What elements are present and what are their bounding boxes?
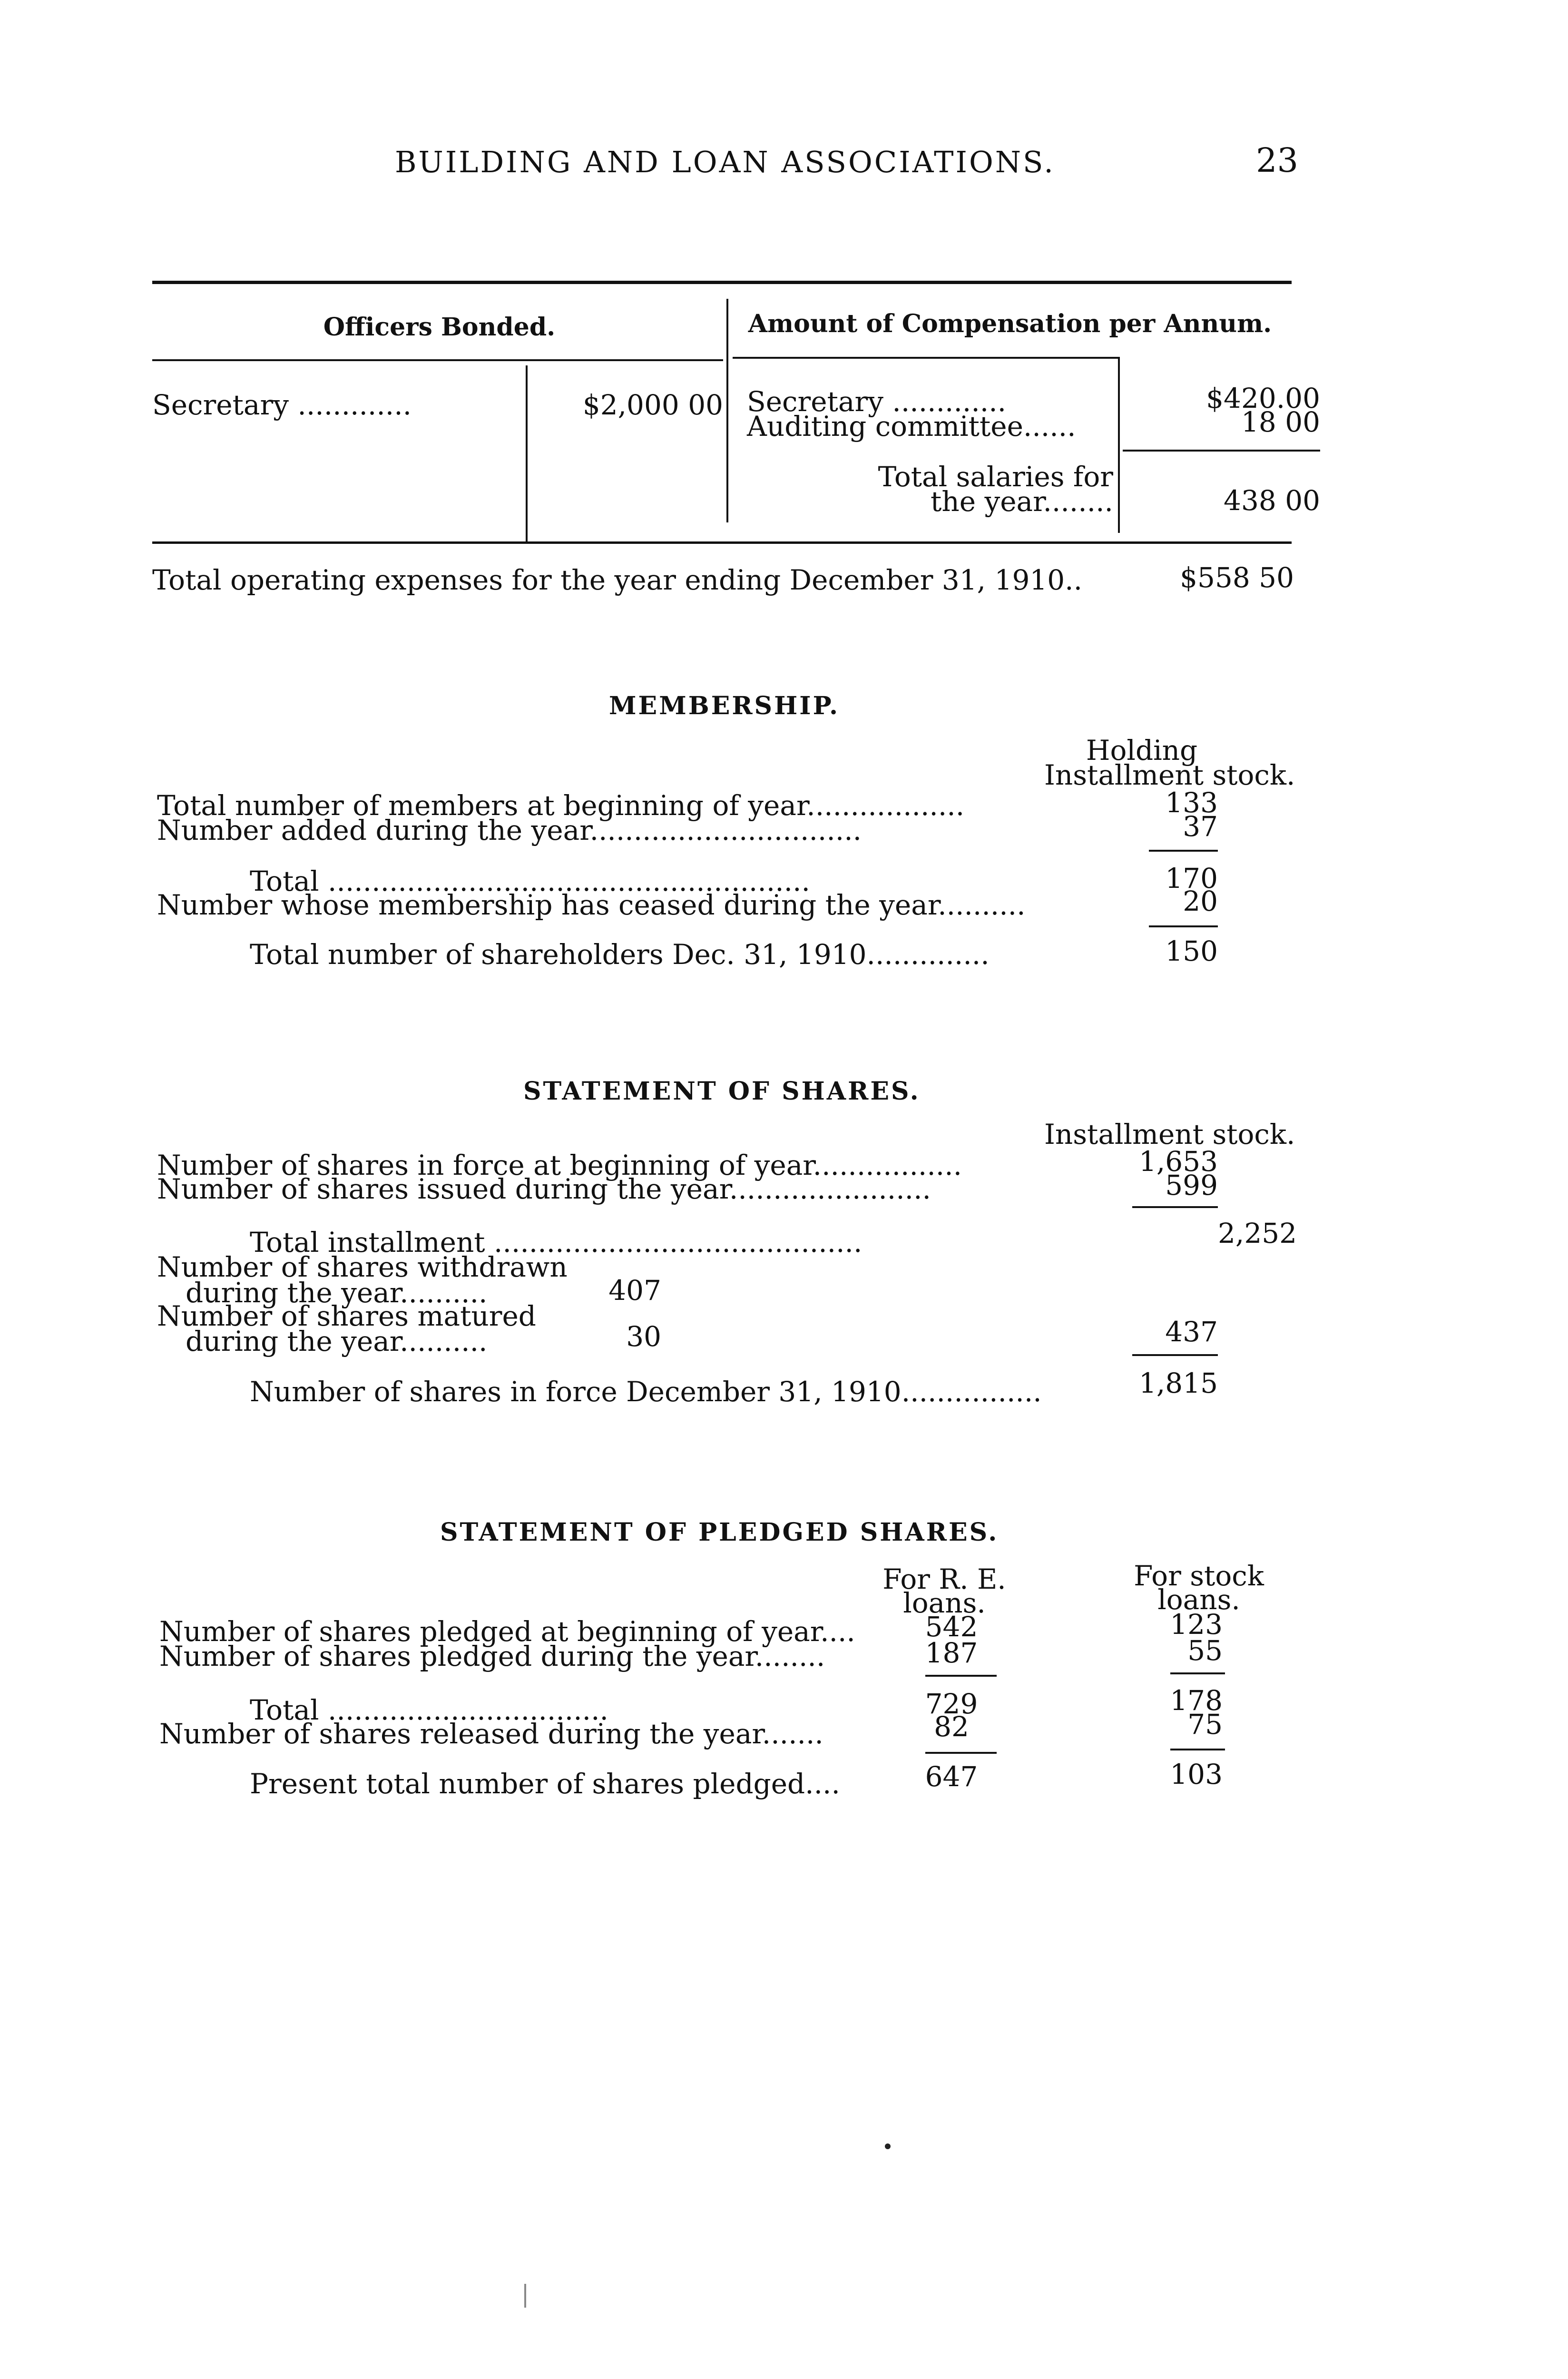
shares-withdrawn-label: Number of shares withdrawn	[157, 1251, 568, 1283]
membership-col-header-2: Installment stock.	[1044, 759, 1295, 791]
pledged-during-stock: 55	[1187, 1634, 1223, 1667]
total-salaries-amount: 438 00	[1224, 484, 1320, 517]
membership-total-value: 170	[1165, 862, 1218, 895]
pledged-beginning-stock: 123	[1170, 1608, 1223, 1641]
pledged-col1-header-2: loans.	[903, 1587, 986, 1619]
bonded-officer: Secretary .............	[152, 389, 412, 421]
comp-auditing-label: Auditing committee......	[747, 410, 1076, 442]
shares-issued-value: 599	[1165, 1169, 1218, 1201]
membership-ceased-label: Number whose membership has ceased during the year..........	[157, 889, 1026, 921]
shares-col-header: Installment stock.	[1044, 1118, 1295, 1150]
shares-in-force-label: Number of shares in force December 31, 1910................	[250, 1376, 1042, 1408]
membership-added-label: Number added during the year...............................	[157, 814, 862, 846]
compensation-header: Amount of Compensation per Annum.	[748, 309, 1272, 338]
pledged-total-re: 729	[925, 1688, 978, 1720]
shares-in-force-value: 1,815	[1138, 1367, 1218, 1399]
pledged-col2-header-1: For stock	[1134, 1560, 1264, 1592]
comp-auditing-amount: 18 00	[1241, 406, 1320, 438]
pledged-beginning-re: 542	[925, 1611, 978, 1643]
scan-speck	[885, 2143, 891, 2149]
membership-col-header-1: Holding	[1086, 734, 1198, 767]
page-number: 23	[1256, 141, 1299, 180]
operating-expenses-label: Total operating expenses for the year ending December 31, 1910..	[152, 564, 1083, 596]
shares-matured-label: Number of shares matured	[157, 1300, 536, 1332]
shares-title: STATEMENT OF SHARES.	[523, 1077, 921, 1106]
membership-title: MEMBERSHIP.	[609, 691, 840, 720]
pledged-released-label: Number of shares released during the year.......	[159, 1718, 823, 1750]
pledged-beginning-label: Number of shares pledged at beginning of year....	[159, 1615, 855, 1648]
membership-beginning-value: 133	[1165, 786, 1218, 819]
total-salaries-label-2: the year........	[931, 485, 1113, 518]
pledged-total-label: Total ................................	[250, 1694, 608, 1726]
membership-total-label: Total .......................................................	[250, 865, 810, 897]
scan-mark	[524, 2284, 526, 2308]
pledged-col2-header-2: loans.	[1157, 1583, 1240, 1616]
shares-beginning-value: 1,653	[1138, 1145, 1218, 1178]
shares-withdrawn-label-2: during the year..........	[186, 1277, 488, 1309]
bonded-amount: $2,000 00	[582, 389, 723, 421]
pledged-during-re: 187	[925, 1637, 978, 1669]
pledged-total-stock: 178	[1170, 1684, 1223, 1717]
membership-added-value: 37	[1183, 810, 1218, 843]
pledged-released-stock: 75	[1187, 1708, 1223, 1740]
shares-total-label: Total installment ..........................................	[250, 1226, 862, 1258]
membership-beginning-label: Total number of members at beginning of year..................	[157, 789, 965, 822]
shares-matured-label-2: during the year..........	[186, 1325, 488, 1357]
membership-shareholders-value: 150	[1165, 935, 1218, 967]
comp-secretary-label: Secretary .............	[747, 385, 1007, 418]
total-salaries-label: Total salaries for	[878, 461, 1113, 493]
shares-total-value: 2,252	[1218, 1217, 1297, 1249]
membership-ceased-value: 20	[1183, 885, 1218, 917]
pledged-present-label: Present total number of shares pledged....	[250, 1768, 840, 1800]
pledged-present-stock: 103	[1170, 1758, 1223, 1790]
operating-expenses-amount: $558 50	[1180, 561, 1294, 594]
officers-bonded-header: Officers Bonded.	[323, 313, 556, 342]
pledged-released-re: 82	[934, 1711, 969, 1743]
shares-withdrawn-value: 407	[608, 1274, 661, 1307]
membership-shareholders-label: Total number of shareholders Dec. 31, 1910..............	[250, 938, 990, 971]
pledged-during-label: Number of shares pledged during the year........	[159, 1640, 825, 1672]
pledged-col1-header-1: For R. E.	[882, 1563, 1006, 1595]
comp-secretary-amount: $420.00	[1206, 382, 1320, 414]
shares-issued-label: Number of shares issued during the year.......................	[157, 1173, 931, 1205]
running-header: BUILDING AND LOAN ASSOCIATIONS.	[395, 145, 1056, 179]
shares-matured-value: 30	[626, 1320, 661, 1353]
shares-deducted-value: 437	[1165, 1316, 1218, 1348]
pledged-title: STATEMENT OF PLEDGED SHARES.	[440, 1518, 999, 1547]
shares-beginning-label: Number of shares in force at beginning of year.................	[157, 1149, 962, 1181]
pledged-present-re: 647	[925, 1760, 978, 1793]
